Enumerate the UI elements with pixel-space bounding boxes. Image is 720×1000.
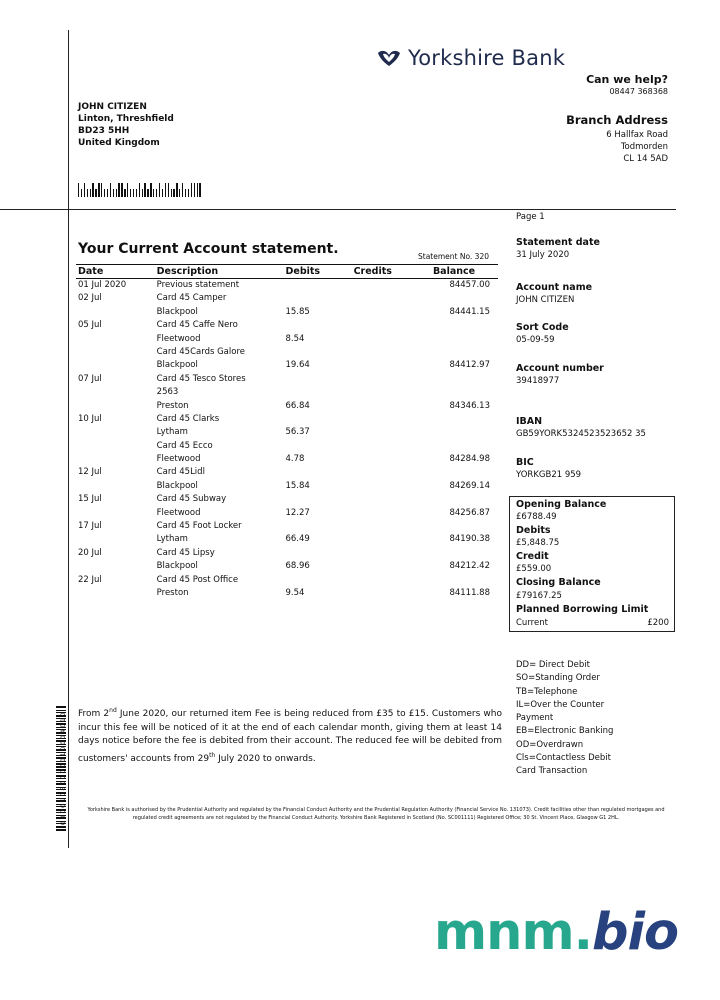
row-date — [76, 306, 155, 319]
row-date — [76, 533, 155, 546]
barcode-bar — [139, 183, 140, 197]
row-credit — [352, 426, 417, 439]
barcode-bar — [116, 189, 117, 197]
row-balance: 84457.00 — [449, 280, 490, 290]
row-debit: 68.96 — [285, 561, 310, 572]
table-row — [76, 386, 498, 399]
row-debit — [283, 346, 351, 359]
row-credit — [352, 507, 417, 520]
barcode-bar — [156, 189, 157, 197]
account-name-value: JOHN CITIZEN — [516, 295, 575, 305]
row-debit — [283, 466, 351, 479]
row-description: Previous statement — [156, 280, 240, 290]
row-description: Card 45 Lipsy — [156, 547, 215, 558]
legend-item: TB=Telephone — [516, 686, 578, 697]
row-date: 01 Jul 2020 — [78, 280, 127, 290]
legend-item: DD= Direct Debit — [516, 660, 590, 670]
notice-text-1: From 2 — [78, 709, 110, 719]
row-debit — [283, 493, 351, 506]
row-debit: 9.54 — [285, 587, 305, 598]
row-credit — [352, 574, 417, 587]
side-barcode-number: 0 0 0 0 1 0 8 0 0 0 0 0 1 0 0 0 4 0 1 0 — [60, 712, 67, 826]
row-debit: 66.84 — [285, 400, 310, 411]
row-credit — [352, 306, 417, 319]
row-debit — [283, 279, 351, 293]
row-credit — [352, 547, 417, 560]
row-description: Card 45 Subway — [156, 494, 227, 505]
row-balance: 84284.98 — [449, 454, 490, 465]
iban-label: IBAN — [516, 416, 543, 427]
row-date: 10 Jul — [78, 413, 102, 424]
row-description: Card 45 Tesco Stores — [156, 373, 246, 384]
statement-date-label: Statement date — [516, 237, 600, 248]
closing-balance-label: Closing Balance — [516, 577, 601, 588]
row-debit: 12.27 — [285, 507, 310, 518]
bic-value: YORKGB21 959 — [516, 470, 582, 480]
row-balance — [417, 333, 498, 346]
notice-sup-1: nd — [109, 707, 117, 714]
current-limit-row — [516, 618, 669, 628]
row-date — [76, 453, 155, 466]
row-date: 20 Jul — [78, 547, 102, 558]
row-credit — [352, 373, 417, 386]
row-debit — [283, 574, 351, 587]
row-credit — [352, 333, 417, 346]
barcode-bar — [162, 189, 163, 197]
row-description: Blackpool — [156, 360, 198, 371]
col-header-date: Date — [76, 265, 155, 279]
sort-code-value: 05-09-59 — [516, 335, 555, 345]
iban-value: GB59YORK5324523523652 35 — [516, 429, 646, 439]
row-date — [76, 426, 155, 439]
row-credit — [352, 346, 417, 359]
barcode-bar — [159, 183, 160, 197]
row-date — [76, 386, 155, 399]
legend-item: Card Transaction — [516, 766, 588, 777]
barcode-bar — [150, 183, 151, 197]
barcode-bar — [118, 183, 119, 197]
barcode-bar — [168, 183, 169, 197]
barcode-bar — [188, 189, 189, 197]
row-debit — [283, 520, 351, 533]
barcode-bar — [173, 189, 174, 197]
table-row — [76, 346, 498, 359]
statement-number: Statement No. 320 — [418, 252, 490, 261]
branch-line: 6 Hallfax Road — [606, 130, 668, 140]
row-balance: 84190.38 — [449, 534, 490, 545]
customer-line: Linton, Threshfield — [78, 114, 174, 124]
row-balance — [417, 319, 498, 332]
row-date: 02 Jul — [78, 293, 102, 304]
barcode-bar — [95, 189, 96, 197]
table-row — [76, 493, 498, 506]
row-balance — [417, 373, 498, 386]
header-divider — [0, 209, 676, 210]
bic-label: BIC — [516, 457, 534, 468]
row-balance — [417, 574, 498, 587]
barcode-bar — [185, 189, 186, 197]
col-header-credits: Credits — [352, 265, 417, 279]
branch-line: CL 14 5AD — [623, 154, 668, 164]
table-header-row — [76, 265, 498, 279]
barcode-bar — [107, 189, 108, 197]
row-date — [76, 440, 155, 453]
row-description: Card 45 Camper — [156, 293, 227, 304]
row-description: Card 45Lidl — [156, 467, 205, 478]
barcode-bar — [81, 189, 82, 197]
barcode-bar — [194, 183, 195, 197]
barcode-bar — [144, 183, 145, 197]
row-debit: 19.64 — [285, 360, 310, 371]
bic-block — [516, 457, 581, 481]
row-debit — [283, 413, 351, 426]
row-credit — [352, 480, 417, 493]
barcode-bar — [176, 183, 177, 197]
debits-label: Debits — [516, 525, 551, 536]
row-credit — [352, 292, 417, 305]
row-debit — [283, 292, 351, 305]
row-credit — [352, 533, 417, 546]
help-title: Can we help? — [586, 73, 668, 86]
account-number-value: 39418977 — [516, 376, 560, 386]
row-date — [76, 560, 155, 573]
row-credit — [352, 440, 417, 453]
row-credit — [352, 359, 417, 372]
table-row — [76, 587, 498, 600]
table-row — [76, 533, 498, 546]
row-balance — [417, 346, 498, 359]
row-balance — [417, 426, 498, 439]
barcode-bar — [121, 183, 122, 197]
row-debit: 4.78 — [285, 454, 305, 465]
row-description: Preston — [156, 400, 189, 411]
branch-title: Branch Address — [566, 113, 668, 127]
table-row — [76, 319, 498, 332]
barcode-bar — [124, 189, 125, 197]
row-balance — [417, 466, 498, 479]
row-debit: 66.49 — [285, 534, 310, 545]
table-row — [76, 292, 498, 305]
table-row — [76, 306, 498, 319]
bank-name: Yorkshire Bank — [408, 46, 566, 70]
legend-item: IL=Over the Counter — [516, 699, 605, 710]
table-row — [76, 466, 498, 479]
row-credit — [352, 453, 417, 466]
notice-text-2: June 2020, our returned item Fee is being reduced from £35 to £15. Customers who incur this fee will be noticed of it at the end of each calendar month, giving them at least 14 days notice before the fee is debited from their account. The reduced fee will be debited from customers' accounts from 29 — [78, 709, 502, 764]
row-description: Card 45Cards Galore — [156, 346, 245, 357]
account-name-block — [516, 282, 592, 306]
row-date: 17 Jul — [78, 521, 102, 532]
barcode-bar — [142, 189, 143, 197]
barcode-bar — [104, 189, 105, 197]
row-credit — [352, 386, 417, 399]
row-debit — [283, 373, 351, 386]
left-margin-rule — [68, 30, 69, 848]
row-balance: 84346.13 — [449, 400, 490, 411]
statement-title: Your Current Account statement. — [78, 241, 339, 257]
row-debit: 15.85 — [285, 306, 310, 317]
row-balance — [417, 493, 498, 506]
current-limit-value: £200 — [647, 618, 669, 628]
notice-sup-2: th — [209, 751, 216, 759]
barcode-bar — [84, 183, 85, 197]
row-balance — [417, 292, 498, 305]
table-row — [76, 574, 498, 587]
barcode-bar — [165, 183, 166, 197]
customer-line: United Kingdom — [78, 138, 160, 148]
sort-code-label: Sort Code — [516, 322, 569, 333]
barcode-bar — [127, 183, 128, 197]
row-debit — [283, 440, 351, 453]
barcode-bar — [90, 189, 91, 197]
col-header-debits: Debits — [283, 265, 351, 279]
row-date — [76, 346, 155, 359]
row-description: Fleetwood — [156, 454, 201, 465]
barcode-bar — [197, 183, 198, 197]
account-number-label: Account number — [516, 363, 604, 374]
row-credit — [352, 587, 417, 600]
row-description: Card 45 Caffe Nero — [156, 320, 238, 331]
row-balance — [417, 386, 498, 399]
statement-date-value: 31 July 2020 — [516, 250, 570, 260]
bank-logo — [376, 46, 565, 70]
row-balance: 84269.14 — [449, 480, 490, 491]
credit-value: £559.00 — [516, 564, 552, 574]
table-row — [76, 507, 498, 520]
barcode-bar — [92, 183, 93, 197]
row-credit — [352, 466, 417, 479]
statement-date-block — [516, 237, 600, 261]
page-number: Page 1 — [516, 212, 545, 222]
table-row — [76, 333, 498, 346]
row-description: Card 45 Ecco — [156, 440, 213, 451]
table-row — [76, 440, 498, 453]
abbreviation-legend — [516, 659, 613, 779]
barcode-bar — [101, 183, 102, 197]
table-row — [76, 480, 498, 493]
row-credit — [352, 413, 417, 426]
brand-part-2: bio — [591, 903, 678, 962]
opening-balance-value: £6788.49 — [516, 512, 557, 522]
branch-line: Todmorden — [620, 142, 668, 152]
barcode-bar — [171, 189, 172, 197]
row-description: Card 45 Clarks — [156, 413, 220, 424]
row-credit — [352, 279, 417, 293]
credit-label: Credit — [516, 551, 549, 562]
row-date — [76, 359, 155, 372]
barcode-bar — [98, 183, 99, 197]
barcode-bar — [87, 189, 88, 197]
barcode-bar — [191, 183, 192, 197]
account-name-label: Account name — [516, 282, 593, 293]
help-phone: 08447 368368 — [609, 87, 668, 96]
row-description: Fleetwood — [156, 507, 201, 518]
table-row — [76, 426, 498, 439]
row-debit: 8.54 — [285, 333, 305, 344]
barcode-bar — [199, 183, 200, 197]
regulatory-footer: Yorkshire Bank is authorised by the Prudential Authority and regulated by the Financial Conduct Authority and the Prudential Regulation Authority (Financial Service No. 131073). Credit facilities other than regulated mortgages and regulated credit agreements are not regulated by the Financial Conduct Authority. Yorkshire Bank Registered in Scotland (No. SC001111) Registered Office; 30 St. Vincent Place, Glasgow G1 2HL. — [87, 807, 665, 821]
customer-address — [78, 101, 174, 149]
barcode-bar — [130, 189, 131, 197]
table-row — [76, 547, 498, 560]
legend-item: Payment — [516, 713, 554, 724]
barcode-bar — [179, 189, 180, 197]
account-number-block — [516, 363, 604, 387]
row-credit — [352, 319, 417, 332]
row-description: Blackpool — [156, 561, 198, 572]
row-credit — [352, 520, 417, 533]
notice-text-3: July 2020 to onwards. — [215, 753, 316, 764]
brand-watermark — [434, 903, 678, 962]
table-row — [76, 413, 498, 426]
row-balance — [417, 520, 498, 533]
row-description: Blackpool — [156, 306, 198, 317]
legend-item: EB=Electronic Banking — [516, 726, 614, 737]
branch-address — [606, 129, 668, 165]
row-description: Preston — [156, 587, 189, 598]
row-credit — [352, 560, 417, 573]
row-date — [76, 480, 155, 493]
row-debit — [283, 319, 351, 332]
row-balance: 84412.97 — [449, 360, 490, 371]
row-date: 12 Jul — [78, 467, 102, 478]
col-header-balance: Balance — [417, 265, 498, 279]
table-row — [76, 359, 498, 372]
row-debit: 15.84 — [285, 480, 310, 491]
row-credit — [352, 400, 417, 413]
customer-line: JOHN CITIZEN — [78, 102, 147, 112]
row-date — [76, 587, 155, 600]
barcode-bar — [153, 189, 154, 197]
legend-item: OD=Overdrawn — [516, 739, 584, 750]
row-debit: 56.37 — [285, 427, 310, 438]
row-balance — [417, 413, 498, 426]
barcode-bar — [110, 183, 111, 197]
customer-line: BD23 5HH — [78, 126, 130, 136]
table-row — [76, 453, 498, 466]
row-date: 05 Jul — [78, 320, 102, 331]
debits-value: £5,848.75 — [516, 538, 560, 548]
row-date: 15 Jul — [78, 494, 102, 505]
postal-barcode — [78, 183, 202, 197]
barcode-bar — [78, 183, 79, 197]
fee-notice — [78, 704, 502, 766]
row-date — [76, 400, 155, 413]
row-description: Card 45 Foot Locker — [156, 521, 242, 532]
yorkshire-rose-icon — [376, 49, 402, 67]
row-balance: 84256.87 — [449, 507, 490, 518]
balance-summary-box — [509, 496, 675, 632]
transactions-table — [76, 264, 498, 600]
barcode-bar — [147, 189, 148, 197]
brand-part-1: mnm. — [434, 903, 592, 962]
borrowing-limit-label: Planned Borrowing Limit — [516, 604, 649, 615]
row-description: Blackpool — [156, 480, 198, 491]
closing-balance-value: £79167.25 — [516, 591, 562, 601]
row-balance: 84111.88 — [449, 587, 490, 598]
col-header-description: Description — [155, 265, 284, 279]
table-row — [76, 520, 498, 533]
row-debit — [283, 386, 351, 399]
row-credit — [352, 493, 417, 506]
row-description: Card 45 Post Office — [156, 574, 239, 585]
current-limit-label: Current — [516, 618, 548, 628]
row-date: 07 Jul — [78, 373, 102, 384]
row-description: Lytham — [156, 427, 188, 438]
barcode-bar — [133, 189, 134, 197]
barcode-bar — [113, 189, 114, 197]
iban-block — [516, 416, 646, 440]
row-balance — [417, 547, 498, 560]
legend-item: Cls=Contactless Debit — [516, 753, 611, 764]
row-balance: 84441.15 — [449, 306, 490, 317]
sort-code-block — [516, 322, 569, 346]
barcode-bar — [182, 183, 183, 197]
row-description: 2563 — [156, 387, 179, 398]
table-row — [76, 560, 498, 573]
table-row — [76, 373, 498, 386]
row-description: Fleetwood — [156, 333, 201, 344]
opening-balance-label: Opening Balance — [516, 499, 607, 510]
row-balance — [417, 440, 498, 453]
row-description: Lytham — [156, 534, 188, 545]
barcode-bar — [136, 189, 137, 197]
row-date: 22 Jul — [78, 574, 102, 585]
row-balance: 84212.42 — [449, 561, 490, 572]
table-row — [76, 400, 498, 413]
row-date — [76, 507, 155, 520]
row-date — [76, 333, 155, 346]
row-debit — [283, 547, 351, 560]
legend-item: SO=Standing Order — [516, 673, 600, 684]
table-row — [76, 279, 498, 293]
